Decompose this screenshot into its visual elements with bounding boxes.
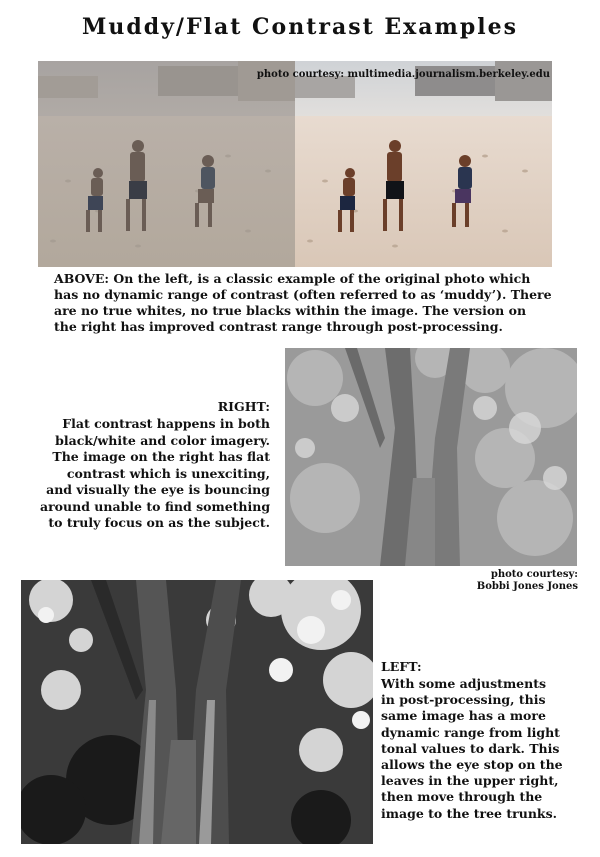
adjusted-contrast-tree-photo: [21, 580, 373, 844]
left-description-line: same image has a more: [381, 708, 546, 724]
above-caption-line: the right has improved contrast range through post-processing.: [54, 319, 503, 334]
muddy-original-photo: [38, 61, 295, 267]
right-description-line: The image on the right has flat: [52, 449, 270, 464]
left-description-line: dynamic range from light: [381, 724, 560, 740]
beach-comparison-photo: [38, 61, 552, 267]
left-description-line: then move through the: [381, 789, 543, 805]
right-description-line: Flat contrast happens in both: [62, 416, 270, 431]
right-description-line: to truly focus on as the subject.: [48, 515, 270, 530]
left-description: [381, 676, 596, 822]
tree-courtesy-line: Bobbi Jones Jones: [476, 581, 578, 592]
right-description: [40, 416, 270, 532]
right-heading: RIGHT:: [217, 399, 270, 414]
above-caption-line: has no dynamic range of contrast (often referred to as ‘muddy’). There: [54, 287, 552, 302]
flat-contrast-tree-photo: [285, 348, 577, 566]
page-title: Muddy/Flat Contrast Examples: [82, 14, 518, 40]
left-description-line: tonal values to dark. This: [381, 740, 560, 756]
left-description-line: image to the tree trunks.: [381, 805, 557, 821]
right-description-line: black/white and color imagery.: [55, 432, 270, 448]
above-caption-line: ABOVE: On the left, is a classic example of the original photo which: [54, 271, 531, 286]
above-caption: [54, 271, 554, 335]
left-description-line: leaves in the upper right,: [381, 773, 559, 789]
left-description-line: in post-processing, this: [381, 692, 546, 708]
right-description-line: contrast which is unexciting,: [66, 465, 270, 481]
tree-courtesy-line: photo courtesy:: [490, 569, 578, 580]
left-heading: LEFT:: [381, 659, 422, 674]
right-description-line: around unable to find something: [40, 498, 271, 514]
left-description-line: allows the eye stop on the: [381, 757, 563, 773]
beach-photo-courtesy: photo courtesy: multimedia.journalism.berkeley.edu: [256, 69, 550, 80]
improved-contrast-photo: [295, 61, 552, 267]
tree-photo-courtesy: [440, 569, 578, 593]
left-description-line: With some adjustments: [381, 676, 547, 691]
right-description-line: and visually the eye is bouncing: [46, 482, 270, 497]
above-caption-line: are no true whites, no true blacks within the image. The version on: [54, 303, 527, 318]
